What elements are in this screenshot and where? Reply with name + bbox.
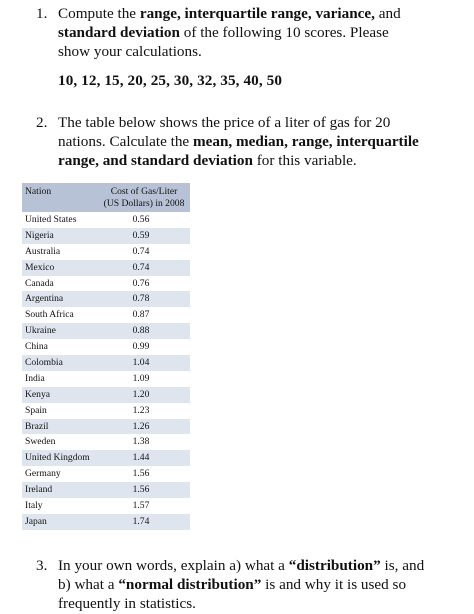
score-list: 10, 12, 15, 20, 25, 30, 32, 35, 40, 50 — [58, 72, 283, 89]
text-segment: of the following 10 scores. Please — [179, 24, 389, 41]
bold-text: “normal distribution” — [118, 576, 262, 593]
question-text — [58, 4, 456, 61]
nation-cell: Nigeria — [25, 229, 54, 241]
text-segment: b) what a — [58, 576, 119, 593]
nation-cell: Colombia — [25, 357, 63, 369]
table-row — [22, 307, 190, 323]
nation-cell: Ireland — [25, 484, 53, 496]
cost-cell: 1.56 — [132, 468, 150, 480]
text-segment: The table below shows the price of a liter of gas for 20 — [58, 114, 391, 131]
table-row — [22, 339, 190, 355]
header-nation: Nation — [25, 186, 52, 197]
text-segment: and — [374, 5, 401, 22]
nation-cell: India — [25, 372, 45, 384]
table-row — [22, 212, 190, 228]
nation-cell: Australia — [25, 245, 61, 257]
table-row — [22, 434, 190, 450]
text-segment: In your own words, explain a) what a — [58, 557, 289, 574]
bold-text: mean, median, range, interquartile — [192, 133, 419, 150]
cost-cell: 0.59 — [132, 229, 150, 241]
cost-cell: 0.74 — [132, 261, 150, 273]
cost-cell: 1.56 — [132, 484, 150, 496]
table-row — [22, 514, 190, 530]
table-row — [22, 260, 190, 276]
table-body — [22, 212, 190, 530]
gas-price-table — [22, 183, 190, 530]
text-segment: Compute the — [58, 5, 140, 22]
cost-cell: 1.44 — [132, 452, 150, 464]
question-text — [58, 113, 456, 170]
nation-cell: Spain — [25, 404, 47, 416]
cost-cell: 0.99 — [132, 341, 150, 353]
cost-cell: 1.57 — [132, 500, 150, 512]
bold-text: “distribution” — [288, 557, 381, 574]
table-row — [22, 323, 190, 339]
bold-text: range, and standard deviation — [58, 152, 253, 169]
nation-cell: Canada — [25, 277, 54, 289]
text-segment: nations. Calculate the — [58, 133, 193, 150]
table-row — [22, 387, 190, 403]
cost-cell: 1.38 — [132, 436, 150, 448]
question-number: 2. — [36, 114, 48, 131]
question-2 — [36, 113, 456, 170]
text-segment: is and why it is used so — [261, 576, 407, 593]
question-line — [58, 575, 456, 594]
cost-cell: 1.23 — [132, 404, 150, 416]
nation-cell: South Africa — [25, 309, 74, 321]
cost-cell: 1.74 — [132, 515, 150, 527]
question-line — [58, 113, 456, 132]
cost-cell: 1.04 — [132, 357, 150, 369]
header-cost — [98, 183, 190, 212]
text-segment: show your calculations. — [58, 43, 202, 60]
nation-cell: Japan — [25, 515, 47, 527]
question-line — [58, 23, 456, 42]
nation-cell: United States — [25, 214, 77, 225]
table-row — [22, 244, 190, 260]
question-line — [58, 4, 456, 23]
header-cost-line: Cost of Gas/Liter — [110, 186, 178, 197]
nation-cell: Italy — [25, 500, 43, 512]
header-cost-line: (US Dollars) in 2008 — [103, 197, 185, 209]
table-row — [22, 403, 190, 419]
table-row — [22, 228, 190, 244]
table-header — [22, 183, 190, 212]
question-line — [58, 556, 456, 575]
table-row — [22, 371, 190, 387]
table-row — [22, 276, 190, 292]
cost-cell: 0.78 — [132, 293, 150, 305]
nation-cell: Sweden — [25, 436, 56, 448]
nation-cell: Argentina — [25, 293, 64, 305]
question-number: 3. — [36, 557, 48, 574]
cost-cell: 1.09 — [132, 372, 150, 384]
nation-cell: Brazil — [25, 420, 49, 432]
table-row — [22, 419, 190, 435]
table-row — [22, 291, 190, 307]
table-row — [22, 466, 190, 482]
bold-text: standard deviation — [58, 24, 180, 41]
cost-cell: 0.87 — [132, 309, 150, 321]
cost-cell: 1.20 — [132, 388, 150, 400]
nation-cell: Ukraine — [25, 325, 56, 337]
question-3 — [36, 556, 456, 613]
cost-cell: 1.26 — [132, 420, 150, 432]
question-line — [58, 594, 456, 613]
text-segment: frequently in statistics. — [58, 595, 196, 612]
question-number: 1. — [36, 5, 48, 22]
table-row — [22, 482, 190, 498]
nation-cell: Mexico — [25, 261, 55, 273]
nation-cell: Germany — [25, 468, 61, 480]
nation-cell: Kenya — [25, 388, 51, 400]
cost-cell: 0.76 — [132, 277, 150, 289]
bold-text: range, interquartile range, variance, — [139, 5, 375, 22]
table-row — [22, 450, 190, 466]
question-line — [58, 42, 456, 61]
nation-cell: United Kingdom — [25, 452, 90, 464]
table-row — [22, 355, 190, 371]
question-line — [58, 151, 456, 170]
question-text — [58, 556, 456, 613]
cost-cell: 0.74 — [132, 245, 150, 257]
text-segment: for this variable. — [252, 152, 357, 169]
table-row — [22, 498, 190, 514]
question-line — [58, 132, 456, 151]
cost-cell: 0.88 — [132, 325, 150, 337]
nation-cell: China — [25, 341, 48, 353]
question-1 — [36, 4, 456, 61]
text-segment: is, and — [380, 557, 425, 574]
cost-cell: 0.56 — [132, 214, 150, 225]
